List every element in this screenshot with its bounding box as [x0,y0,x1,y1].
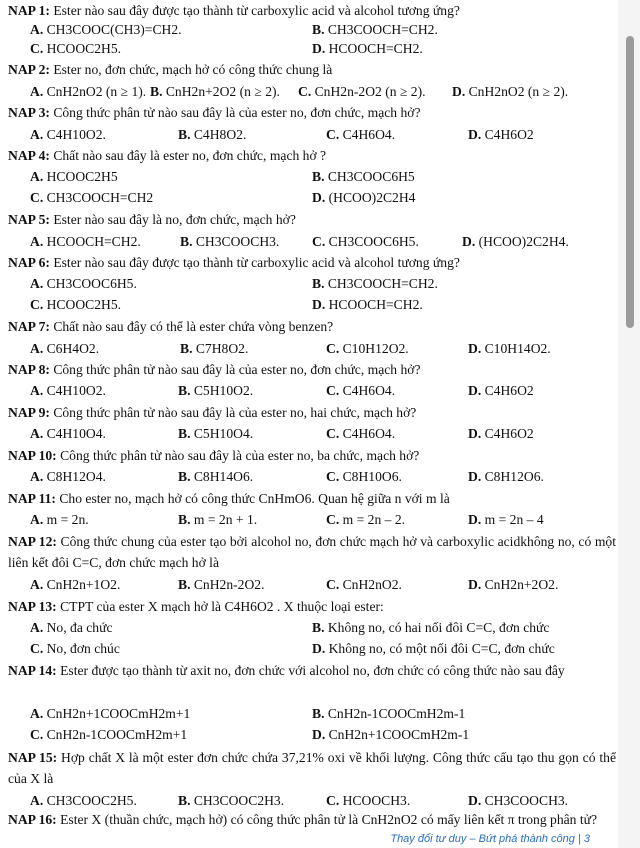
option-a: A. C4H10O4. [30,426,106,441]
option-a: A. No, đa chức [30,620,113,635]
option-a: A. CnH2n+1O2. [30,577,121,592]
option-d: D. CnH2n+1COOCmH2m-1 [312,727,470,742]
option-b: B. m = 2n + 1. [178,512,258,527]
option-b: B. CnH2n+2O2 (n ≥ 2). [150,84,280,99]
option-c: C. m = 2n – 2. [326,512,406,527]
option-a: A. CnH2nO2 (n ≥ 1). [30,84,147,99]
options-6b [0,295,618,314]
option-d: D. HCOOCH=CH2. [312,41,423,56]
question-9: NAP 9: Công thức phân tử nào sau đây là của ester no, hai chức, mạch hở? [8,405,417,420]
option-d: D. CH3COOCH3. [468,793,569,808]
options-15 [0,791,618,810]
option-c: C. CH3COOCH=CH2 [30,190,154,205]
question-15: NAP 15: Hợp chất X là một ester đơn chức chứa 37,21% oxi về khối lượng. Công thức cấu tạo thu gọn có thể của X là [8,750,616,786]
option-b: B. CH3COOCH=CH2. [312,276,438,291]
option-c: C. C10H12O2. [326,341,409,356]
options-10 [0,467,618,486]
question-16: NAP 16: Ester X (thuần chức, mạch hở) có công thức phân tử là CnH2nO2 có mấy liên kết π trong phân tử? [8,812,598,827]
scrollbar-thumb[interactable] [626,36,634,328]
option-c: C. CnH2nO2. [326,577,402,592]
option-d: D. (HCOO)2C2H4. [462,234,569,249]
option-d: D. Không no, có một nối đôi C=C, đơn chức [312,641,555,656]
option-b: B. C5H10O2. [178,383,254,398]
question-12: NAP 12: Công thức chung của ester tạo bởi alcohol no, đơn chức mạch hở và carboxylic acidkhông no, có một liên kết đôi C=C, đơn chức mạch hở là [8,534,616,570]
option-a: A. m = 2n. [30,512,89,527]
option-c: C. CnH2n-1COOCmH2m+1 [30,727,188,742]
option-d: D. C8H12O6. [468,469,544,484]
option-c: C. C4H6O4. [326,426,396,441]
option-d: D. m = 2n – 4 [468,512,544,527]
options-1b [0,39,618,58]
question-14: NAP 14: Ester được tạo thành từ axit no, đơn chức với alcohol no, đơn chức có công thức nào sau đây [8,663,565,678]
option-a: A. CH3COOC6H5. [30,276,137,291]
question-7: NAP 7: Chất nào sau đây có thể là ester chứa vòng benzen? [8,319,334,334]
option-c: C. HCOOC2H5. [30,41,122,56]
question-13: NAP 13: CTPT của ester X mạch hở là C4H6O2 . X thuộc loại ester: [8,599,384,614]
option-a: A. CH3COOC(CH3)=CH2. [30,22,182,37]
option-d: D. CnH2nO2 (n ≥ 2). [452,84,569,99]
option-b: B. C5H10O4. [178,426,254,441]
question-2: NAP 2: Ester no, đơn chức, mạch hở có công thức chung là [8,62,333,77]
question-8: NAP 8: Công thức phân tử nào sau đây là của ester no, đơn chức, mạch hở? [8,362,421,377]
option-c: C. C8H10O6. [326,469,402,484]
scrollbar[interactable] [618,0,640,848]
options-2 [0,82,618,101]
option-a: A. C6H4O2. [30,341,100,356]
option-b: B. C8H14O6. [178,469,254,484]
option-b: B. Không no, có hai nối đôi C=C, đơn chức [312,620,550,635]
option-b: B. CH3COOCH=CH2. [312,22,438,37]
options-9 [0,424,618,443]
option-d: D. CnH2n+2O2. [468,577,559,592]
options-13b [0,639,618,658]
option-d: D. HCOOCH=CH2. [312,297,423,312]
options-4b [0,188,618,207]
question-5: NAP 5: Ester nào sau đây là no, đơn chức, mạch hở? [8,212,296,227]
option-c: C. C4H6O4. [326,127,396,142]
page-footer: Thay đổi tư duy – Bứt phá thành công | 3 [390,833,590,845]
option-d: D. C4H6O2 [468,127,534,142]
option-b: B. CnH2n-2O2. [178,577,265,592]
option-b: B. C7H8O2. [180,341,249,356]
options-14b [0,725,618,744]
question-11: NAP 11: Cho ester no, mạch hở có công thức CnHmO6. Quan hệ giữa n với m là [8,491,450,506]
option-c: C. CnH2n-2O2 (n ≥ 2). [298,84,426,99]
option-b: B. CnH2n-1COOCmH2m-1 [312,706,466,721]
question-4: NAP 4: Chất nào sau đây là ester no, đơn chức, mạch hở ? [8,148,327,163]
option-c: C. HCOOCH3. [326,793,411,808]
option-c: C. CH3COOC6H5. [312,234,419,249]
option-d: D. C10H14O2. [468,341,551,356]
options-3 [0,125,618,144]
option-a: A. C4H10O2. [30,127,106,142]
question-3: NAP 3: Công thức phân tử nào sau đây là của ester no, đơn chức, mạch hở? [8,105,421,120]
option-a: A. C4H10O2. [30,383,106,398]
option-b: B. CH3COOCH3. [180,234,280,249]
options-7 [0,339,618,358]
option-c: C. C4H6O4. [326,383,396,398]
options-13 [0,618,618,637]
option-a: A. HCOOCH=CH2. [30,234,141,249]
option-d: D. C4H6O2 [468,426,534,441]
option-c: C. No, đơn chúc [30,641,120,656]
option-b: B. CH3COOC6H5 [312,169,415,184]
option-a: A. CH3COOC2H5. [30,793,137,808]
options-6 [0,274,618,293]
option-a: A. CnH2n+1COOCmH2m+1 [30,706,191,721]
options-11 [0,510,618,529]
option-a: A. HCOOC2H5 [30,169,118,184]
options-1 [0,20,618,39]
option-d: D. (HCOO)2C2H4 [312,190,416,205]
option-a: A. C8H12O4. [30,469,106,484]
option-d: D. C4H6O2 [468,383,534,398]
option-c: C. HCOOC2H5. [30,297,122,312]
options-14 [0,704,618,723]
options-4 [0,167,618,186]
option-b: B. CH3COOC2H3. [178,793,285,808]
question-10: NAP 10: Công thức phân tử nào sau đây là của ester no, ba chức, mạch hở? [8,448,420,463]
options-12 [0,575,618,594]
question-1: NAP 1: Ester nào sau đây được tạo thành từ carboxylic acid và alcohol tương ứng? [8,3,460,18]
option-b: B. C4H8O2. [178,127,247,142]
question-6: NAP 6: Ester nào sau đây được tạo thành từ carboxylic acid và alcohol tương ứng? [8,255,460,270]
options-5 [0,232,618,251]
options-8 [0,381,618,400]
